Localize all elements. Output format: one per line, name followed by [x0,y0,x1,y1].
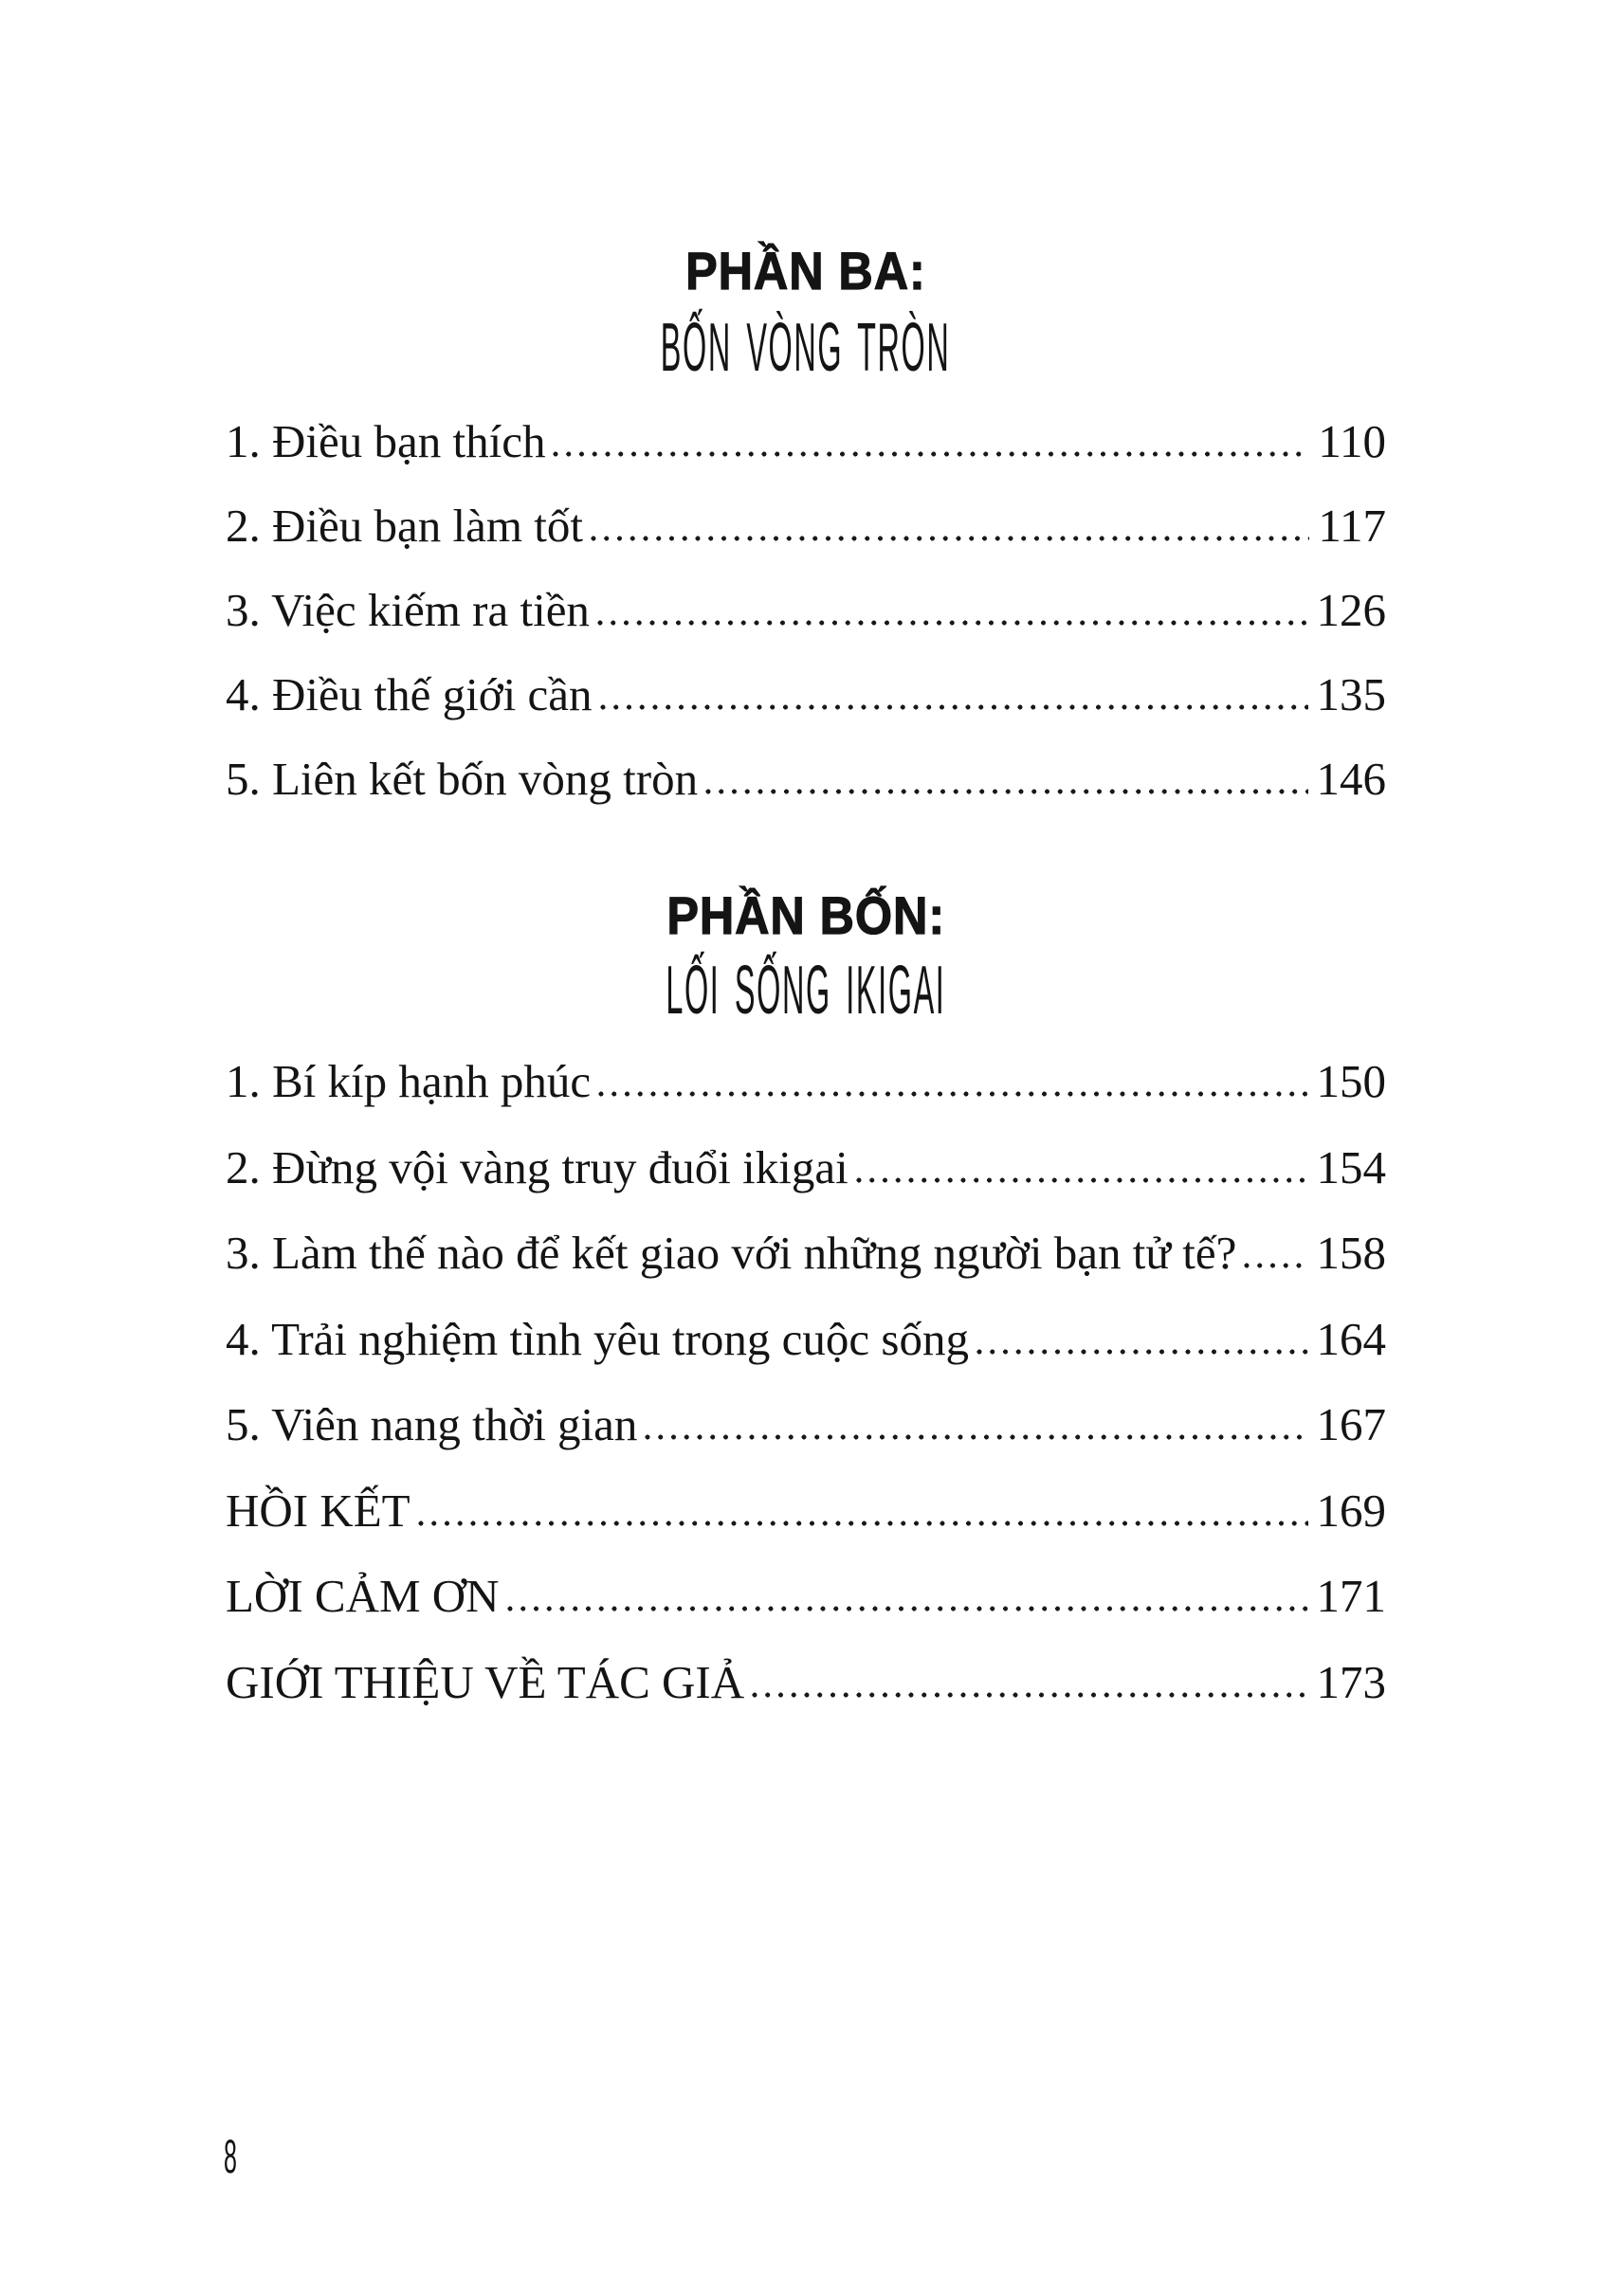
section-heading-part-four [226,885,1386,945]
dot-leader [596,1039,1307,1125]
section-subheading-part-four [226,953,1386,1029]
dot-leader [975,1297,1308,1383]
toc-content-block [226,0,1386,2295]
dot-leader [598,652,1308,737]
toc-entry-page-number: 146 [1316,753,1386,805]
toc-entry [226,1554,1386,1640]
toc-entry-page-number: 126 [1316,584,1386,636]
toc-entry [226,483,1386,568]
toc-entry-label: LỜI CẢM ƠN [226,1570,500,1622]
toc-entry-page-number: 164 [1316,1312,1386,1365]
dot-leader [643,1382,1307,1468]
toc-entry-page-number: 158 [1316,1227,1386,1279]
toc-entry-label: 4. Điều thế giới cần [226,668,593,720]
dot-leader [551,399,1309,483]
toc-entry [226,1039,1386,1125]
section-subheading-text: BỐN VÒNG TRÒN [661,310,951,386]
toc-list-part-four [226,1039,1386,1725]
page-folio-number: 8 [224,2130,237,2183]
toc-entry [226,1468,1386,1555]
toc-entry [226,737,1386,821]
toc-entry-page-number: 117 [1318,500,1386,552]
toc-entry-label: 1. Điều bạn thích [226,415,546,467]
toc-entry [226,399,1386,483]
toc-entry-page-number: 169 [1316,1484,1386,1537]
toc-entry-label: GIỚI THIỆU VỀ TÁC GIẢ [226,1655,745,1708]
dot-leader [589,483,1309,568]
section-heading-text: PHẦN BA: [685,241,926,301]
toc-entry-label: 3. Việc kiếm ra tiền [226,584,590,636]
section-heading-part-three [226,241,1386,301]
toc-entry [226,1125,1386,1211]
toc-entry-label: 3. Làm thế nào để kết giao với những người bạn tử tế? [226,1227,1237,1279]
toc-entry-label: 2. Điều bạn làm tốt [226,500,583,552]
toc-entry-page-number: 167 [1316,1398,1386,1450]
toc-entry-page-number: 173 [1316,1655,1386,1708]
dot-leader [703,737,1307,821]
toc-entry-page-number: 171 [1316,1570,1386,1622]
toc-entry [226,652,1386,737]
toc-entry-label: 5. Viên nang thời gian [226,1398,638,1450]
toc-entry-label: 5. Liên kết bốn vòng tròn [226,753,699,805]
toc-list-part-three [226,399,1386,821]
page-folio [224,2130,250,2183]
toc-entry-page-number: 110 [1318,415,1386,467]
toc-entry-page-number: 135 [1316,668,1386,720]
section-heading-text: PHẦN BỐN: [666,885,945,945]
toc-entry [226,1211,1386,1297]
dot-leader [505,1554,1308,1640]
section-subheading-part-three [226,310,1386,386]
toc-entry [226,1297,1386,1383]
toc-entry [226,568,1386,652]
toc-entry [226,1382,1386,1468]
toc-entry [226,1640,1386,1726]
dot-leader [750,1640,1307,1726]
toc-entry-label: 1. Bí kíp hạnh phúc [226,1055,592,1107]
dot-leader [595,568,1308,652]
dot-leader [854,1125,1308,1211]
dot-leader [416,1468,1308,1555]
dot-leader [1242,1211,1307,1297]
toc-entry-label: HỒI KẾT [226,1484,411,1537]
toc-entry-page-number: 150 [1316,1055,1386,1107]
toc-entry-label: 4. Trải nghiệm tình yêu trong cuộc sống [226,1312,969,1365]
section-subheading-text: LỐI SỐNG IKIGAI [666,953,946,1029]
toc-entry-label: 2. Đừng vội vàng truy đuổi ikigai [226,1140,848,1193]
toc-entry-page-number: 154 [1316,1140,1386,1193]
